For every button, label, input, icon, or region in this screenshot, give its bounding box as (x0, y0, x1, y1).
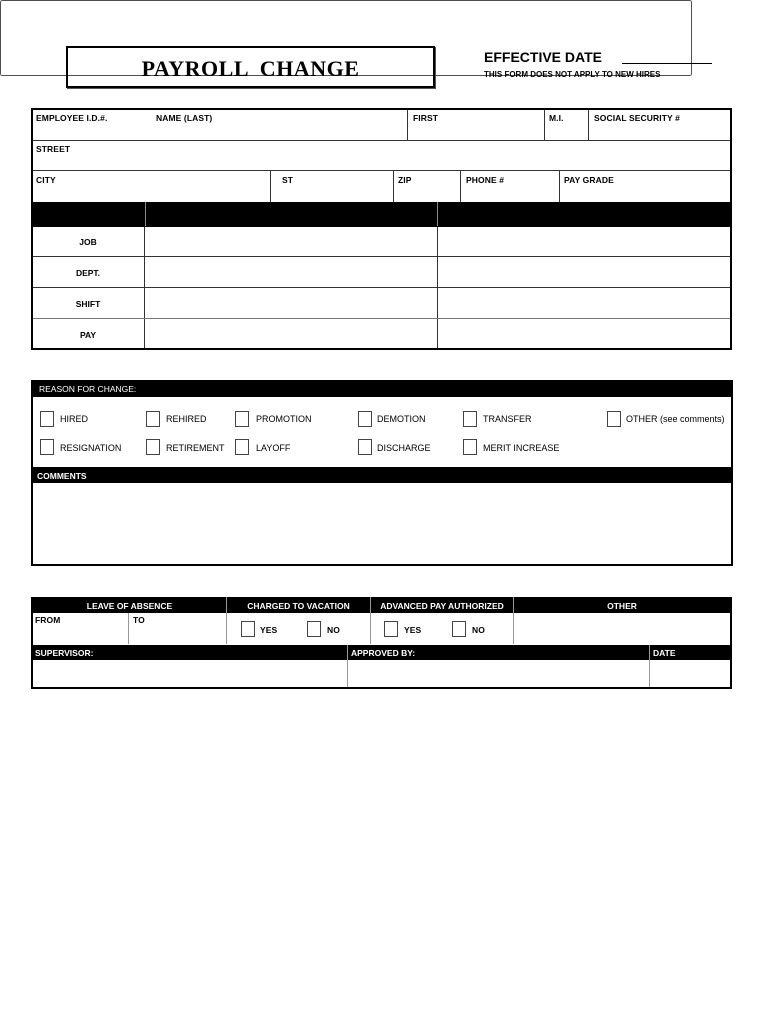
leave-to-label: TO (133, 615, 145, 625)
form-title-box (66, 46, 435, 88)
divider (347, 645, 348, 687)
change-row-shift: SHIFT (75, 299, 101, 309)
resignation-checkbox[interactable] (40, 439, 54, 455)
divider (393, 171, 394, 202)
advanced-pay-yes-label: YES (404, 625, 422, 635)
vacation-no-label: NO (327, 625, 340, 635)
hired-checkbox[interactable] (40, 411, 54, 427)
advanced-pay-header: ADVANCED PAY AUTHORIZED (380, 601, 504, 611)
employee-id-label: EMPLOYEE I.D.#. (36, 113, 108, 123)
demotion-label: DEMOTION (377, 414, 426, 424)
other-header: OTHER (607, 601, 637, 611)
retirement-checkbox[interactable] (146, 439, 160, 455)
comments-header-bar (31, 467, 733, 483)
form-note: THIS FORM DOES NOT APPLY TO NEW HIRES (484, 70, 661, 79)
change-row-pay: PAY (79, 330, 97, 340)
state-label: ST (282, 175, 294, 185)
advanced-pay-yes-checkbox[interactable] (384, 621, 398, 637)
approved-by-input[interactable] (351, 663, 646, 685)
middle-initial-input[interactable] (549, 124, 585, 138)
merit-increase-checkbox[interactable] (463, 439, 477, 455)
layoff-label: LAYOFF (256, 443, 291, 453)
city-input[interactable] (36, 186, 266, 200)
promotion-label: PROMOTION (256, 414, 312, 424)
supervisor-label: SUPERVISOR: (35, 648, 94, 658)
demotion-checkbox[interactable] (358, 411, 372, 427)
vacation-yes-label: YES (260, 625, 278, 635)
employee-id-input[interactable] (36, 124, 151, 138)
middle-initial-label: M.I. (549, 113, 564, 123)
pay-grade-label: PAY GRADE (564, 175, 614, 185)
retirement-label: RETIREMENT (166, 443, 225, 453)
divider (33, 318, 730, 319)
divider (33, 256, 730, 257)
leave-from-input[interactable] (35, 627, 125, 641)
name-last-input[interactable] (156, 124, 404, 138)
date-input[interactable] (653, 663, 728, 685)
zip-input[interactable] (398, 186, 458, 200)
reason-header: REASON FOR CHANGE: (39, 384, 137, 394)
divider (588, 110, 589, 140)
divider (128, 613, 129, 644)
first-name-input[interactable] (413, 124, 541, 138)
to-column-header: TO (573, 4, 595, 21)
from-column-header: FROM (269, 4, 314, 21)
change-column-header: CHANGE (56, 4, 122, 21)
first-name-label: FIRST (413, 113, 439, 123)
job-to-input[interactable] (441, 230, 727, 254)
promotion-checkbox[interactable] (235, 411, 249, 427)
transfer-checkbox[interactable] (463, 411, 477, 427)
charged-vacation-header: CHARGED TO VACATION (247, 601, 350, 611)
merit-increase-label: MERIT INCREASE (483, 443, 560, 453)
discharge-checkbox[interactable] (358, 439, 372, 455)
pay-to-input[interactable] (441, 322, 727, 346)
rehired-label: REHIRED (166, 414, 207, 424)
shift-from-input[interactable] (148, 291, 434, 315)
dept-from-input[interactable] (148, 260, 434, 284)
effective-date-label: EFFECTIVE DATE (484, 49, 602, 65)
divider (33, 170, 730, 171)
advanced-pay-no-checkbox[interactable] (452, 621, 466, 637)
ssn-label: SOCIAL SECURITY # (594, 113, 680, 123)
city-label: CITY (36, 175, 56, 185)
other-label: OTHER (see comments) (626, 414, 725, 424)
discharge-label: DISCHARGE (377, 443, 431, 453)
street-label: STREET (36, 144, 71, 154)
change-table-header (31, 202, 732, 227)
zip-label: ZIP (398, 175, 412, 185)
leave-to-input[interactable] (133, 627, 223, 641)
divider (145, 202, 146, 226)
vacation-no-checkbox[interactable] (307, 621, 321, 637)
other-input[interactable] (518, 617, 728, 641)
dept-to-input[interactable] (441, 260, 727, 284)
phone-label: PHONE # (466, 175, 505, 185)
divider (544, 110, 545, 140)
effective-date-line (622, 63, 712, 64)
divider (559, 171, 560, 202)
form-title: PAYROLL CHANGE (141, 56, 360, 81)
divider (437, 202, 438, 226)
comments-header: COMMENTS (37, 471, 87, 481)
phone-input[interactable] (466, 186, 556, 200)
hired-label: HIRED (60, 414, 89, 424)
pay-from-input[interactable] (148, 322, 434, 346)
name-last-label: NAME (LAST) (156, 113, 213, 123)
date-label: DATE (653, 648, 676, 658)
leave-from-label: FROM (35, 615, 61, 625)
divider (407, 110, 408, 140)
vacation-yes-checkbox[interactable] (241, 621, 255, 637)
rehired-checkbox[interactable] (146, 411, 160, 427)
reason-header-bar (31, 380, 733, 397)
effective-date-input[interactable] (622, 50, 712, 63)
job-from-input[interactable] (148, 230, 434, 254)
state-input[interactable] (282, 186, 390, 200)
advanced-pay-no-label: NO (472, 625, 485, 635)
shift-to-input[interactable] (441, 291, 727, 315)
divider (270, 171, 271, 202)
supervisor-input[interactable] (35, 663, 344, 685)
change-row-job: JOB (79, 237, 97, 247)
approved-by-label: APPROVED BY: (351, 648, 416, 658)
divider (460, 171, 461, 202)
ssn-input[interactable] (594, 124, 728, 138)
divider (33, 140, 730, 141)
street-input[interactable] (36, 155, 726, 169)
layoff-checkbox[interactable] (235, 439, 249, 455)
pay-grade-input[interactable] (564, 186, 728, 200)
leave-of-absence-header: LEAVE OF ABSENCE (86, 601, 173, 611)
divider (649, 645, 650, 687)
transfer-label: TRANSFER (483, 414, 532, 424)
divider (33, 287, 730, 288)
change-row-dept: DEPT. (75, 268, 101, 278)
resignation-label: RESIGNATION (60, 443, 122, 453)
other-checkbox[interactable] (607, 411, 621, 427)
